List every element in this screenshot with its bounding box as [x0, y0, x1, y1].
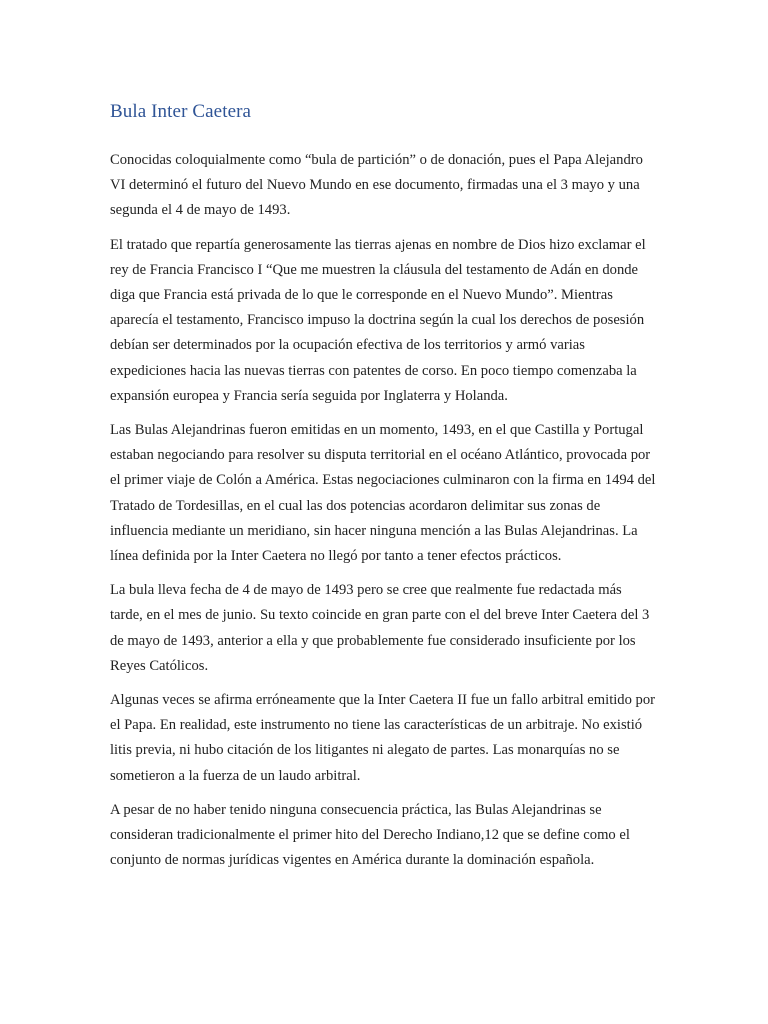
document-body: [110, 148, 658, 873]
paragraph-6: A pesar de no haber tenido ninguna consecuencia práctica, las Bulas Alejandrinas se consideran tradicionalmente el primer hito del Derecho Indiano,12 que se define como el conjunto de normas jurídicas vigentes en América durante la dominación española.: [110, 801, 630, 869]
paragraph-5: Algunas veces se afirma erróneamente que la Inter Caetera II fue un fallo arbitral emitido por el Papa. En realidad, este instrumento no tiene las características de un arbitraje. No existió litis previa, ni hubo citación de los litigantes ni alegato de partes. Las monarquías no se sometieron a la fuerza de un laudo arbitral.: [110, 692, 655, 784]
paragraph-2: El tratado que repartía generosamente las tierras ajenas en nombre de Dios hizo exclamar el rey de Francia Francisco I “Que me muestren la cláusula del testamento de Adán en donde diga que Francia está privada de lo que le corresponde en el Nuevo Mundo”. Mientras aparecía el testamento, Francisco impuso la doctrina según la cual los derechos de posesión debían ser determinados por la ocupación efectiva de los territorios y armó varias expediciones hacia las nuevas tierras con patentes de corso. En poco tiempo comenzaba la expansión europea y Francia sería seguida por Inglaterra y Holanda.: [110, 236, 646, 404]
paragraph-4: La bula lleva fecha de 4 de mayo de 1493 pero se cree que realmente fue redactada más tarde, en el mes de junio. Su texto coincide en gran parte con el del breve Inter Caetera del 3 de mayo de 1493, anterior a ella y que probablemente fue considerado insuficiente por los Reyes Católicos.: [110, 582, 650, 674]
document-title: Bula Inter Caetera: [110, 101, 252, 122]
paragraph-1: Conocidas coloquialmente como “bula de partición” o de donación, pues el Papa Alejandro VI determinó el futuro del Nuevo Mundo en ese documento, firmadas una el 3 mayo y una segunda el 4 de mayo de 1493.: [110, 152, 643, 219]
paragraph-3: Las Bulas Alejandrinas fueron emitidas en un momento, 1493, en el que Castilla y Portugal estaban negociando para resolver su disputa territorial en el océano Atlántico, provocada por el primer viaje de Colón a América. Estas negociaciones culminaron con la firma en 1494 del Tratado de Tordesillas, en el cual las dos potencias acordaron delimitar sus zonas de influencia mediante un meridiano, sin hacer ninguna mención a las Bulas Alejandrinas. La línea definida por la Inter Caetera no llegó por tanto a tener efectos prácticos.: [110, 422, 656, 565]
document-content: [110, 96, 658, 882]
